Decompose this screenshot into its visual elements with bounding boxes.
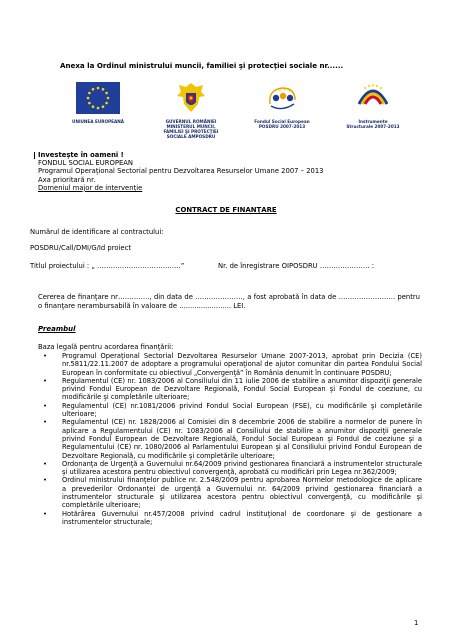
eu-flag-icon <box>76 82 120 114</box>
preamble-title: Preambul <box>38 325 76 333</box>
fse-caption: Fondul Social European POSDRU 2007-2013 <box>254 119 310 129</box>
annex-title: Anexa la Ordinul ministrului muncii, familiei şi protecţiei sociale nr...... <box>60 61 344 70</box>
document-header <box>38 151 324 192</box>
romania-logo <box>158 82 224 139</box>
eu-flag-caption: UNIUNEA EUROPEANĂ <box>72 119 124 124</box>
registration-label: Nr. de înregistrare OIPOSDRU …………………. : <box>218 262 375 270</box>
list-item: • Programul Operaţional Sectorial Dezvoltarea Resurselor Umane 2007-2013, aprobat prin Decizia (CE) nr.5811/22.11.2007 de adoptare a programului operaţional de ajutor comunitar din partea Fondului Social European în conformitate cu obiectivul „Convergenţă” în România denumit în continuare POSDRU; <box>43 352 422 377</box>
motto: Investeşte în oameni ! <box>38 151 124 159</box>
fund-name: FONDUL SOCIAL EUROPEAN <box>38 159 133 168</box>
page-number: 1 <box>414 619 419 627</box>
list-item: • Ordinul ministrului finanţelor publice nr. 2.548/2009 pentru aprobarea Normelor metodologice de aplicare a prevederilor Ordonanţei de urgenţă a Guvernului nr. 64/2009 privind gestionarea financiară a instrumentelor structurale şi utilizarea acestora pentru obiectivul convergenţă, cu modificările şi completările ulterioare; <box>43 476 422 510</box>
request-paragraph: Cererea de finanţare nr………….., din data de …………………, a fost aprobată în data de ……………………. pentru o finanţare nerambursabilă în valoare de ........................ LEI. <box>38 293 420 310</box>
list-item: • Regulamentul (CE) nr. 1828/2006 al Comisiei din 8 decembrie 2006 de stabilire a normelor de punere în aplicare a Regulamentului (CE) nr. 1083/2006 al Consiliului de stabilire a anumitor dispoziţii generale privind Fondul European de Dezvoltare Regională, Fondul Social European şi Fondul de coeziune şi a Regulamentului (CE) nr. 1080/2006 al Parlamentului European şi al Consiliului privind Fondul European de Dezvoltare Regională, cu modificările şi completările ulterioare; <box>43 418 422 460</box>
bullet-icon: • <box>43 352 47 360</box>
structural-instruments-caption: Instrumente Structurale 2007-2013 <box>346 119 400 129</box>
fse-icon <box>262 82 302 114</box>
contract-id-label: Numărul de identificare al contractului: <box>30 228 164 236</box>
programme-name: Programul Operaţional Sectorial pentru Dezvoltarea Resurselor Umane 2007 – 2013 <box>38 167 324 176</box>
bullet-icon: • <box>43 509 47 518</box>
eu-flag-logo <box>68 82 128 124</box>
list-item: • Ordonanţa de Urgenţă a Guvernului nr.64/2009 privind gestionarea financiară a instrumentelor structurale şi utilizarea acestora pentru obiectivul convergenţă, aprobată cu modificări prin Legea nr.362/2009; <box>43 459 422 477</box>
romania-caption: GUVERNUL ROMÂNIEI MINISTERUL MUNCII, FAMILIEI ŞI PROTECŢIEI SOCIALE AMPOSDRU <box>163 119 219 139</box>
text-cursor <box>34 152 35 159</box>
logo-strip <box>60 82 400 142</box>
list-item: • Regulamentul (CE) nr.1081/2006 privind Fondul Social European (FSE), cu modificările şi completările ulterioare; <box>43 401 422 419</box>
legal-basis-intro: Baza legală pentru acordarea finanţării: <box>38 343 174 351</box>
contract-title: CONTRACT DE FINANŢARE <box>175 206 277 214</box>
bullet-icon: • <box>43 401 47 410</box>
priority-axis: Axa prioritară nr. <box>38 175 96 184</box>
legal-basis-list <box>43 352 422 526</box>
contract-id-value: POSDRU/Call/DMI/G/Id proiect <box>30 244 131 252</box>
project-title-label: Titlul proiectului : „ ……………………………….” <box>30 262 185 270</box>
bullet-icon: • <box>43 376 47 385</box>
bullet-icon: • <box>43 418 47 427</box>
bullet-icon: • <box>43 459 47 468</box>
structural-instruments-logo <box>346 82 400 129</box>
bullet-icon: • <box>43 476 47 485</box>
list-item: • Hotărârea Guvernului nr.457/2008 privind cadrul instituţional de coordonare şi de gestionare a instrumentelor structurale; <box>43 509 422 526</box>
structural-instruments-icon <box>353 82 393 114</box>
fse-logo <box>250 82 314 129</box>
list-item: • Regulamentul (CE) nr. 1083/2006 al Consiliului din 11 iulie 2006 de stabilire a anumitor dispoziţii generale privind Fondul European de Dezvoltare Regională, Fondul Social European şi Fondul de coeziune, cu modificările şi completările ulterioare; <box>43 376 422 402</box>
intervention-domain: Domeniul major de intervenţie <box>38 183 143 192</box>
coat-of-arms-icon <box>174 82 208 114</box>
